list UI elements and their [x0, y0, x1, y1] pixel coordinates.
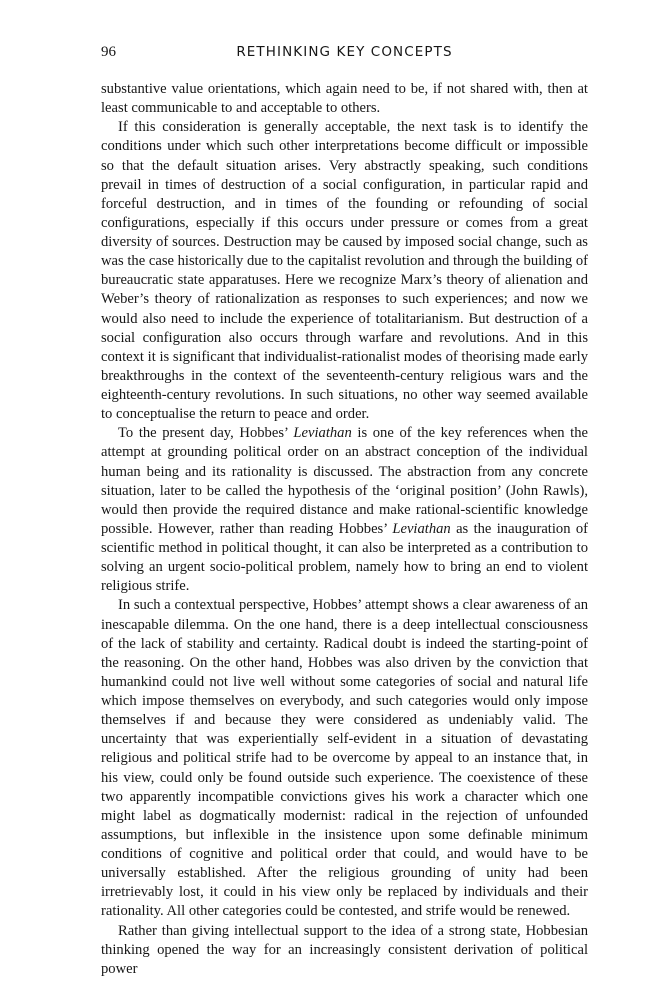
- text-segment: as the inauguration of scientific method in political thought, it can also be interpreted as a contribution to solving an urgent socio-political problem, namely how to bring an end to violent religious strife.: [101, 520, 588, 595]
- paragraph-continued: substantive value orientations, which again need to be, if not shared with, then at least communicable to and acceptable to others.: [101, 81, 588, 117]
- page-header: [101, 44, 588, 66]
- body-text: [101, 80, 588, 979]
- book-title-italic: Leviathan: [392, 520, 451, 537]
- paragraph-leviathan: [101, 424, 588, 596]
- paragraph: Rather than giving intellectual support to the idea of a strong state, Hobbesian thinking opened the way for an increasingly consistent derivation of political power: [101, 922, 588, 977]
- text-segment: To the present day, Hobbes’: [118, 425, 294, 442]
- book-title-italic: Leviathan: [293, 425, 352, 442]
- paragraph: In such a contextual perspective, Hobbes’ attempt shows a clear awareness of an inescapable dilemma. On the one hand, there is a deep intellectual consciousness of the lack of stability and certainty. Radical doubt is indeed the starting-point of the reasoning. On the other hand, Hobbes was also driven by the conviction that humankind could not live well without some categories of social and natural life which impose themselves on everybody, and such categories would only impose themselves if and because they were considered as undeniably valid. The uncertainty that was experientially self-evident in a situation of devastating religious and political strife had to be overcome by appeal to an instance that, in his view, could only be found outside such experience. The coexistence of these two apparently incompatible convictions gives his work a character which one might label as dogmatically modernist: radical in the rejection of unfounded assumptions, but inflexible in the insistence upon some definable minimum conditions of cognitive and political order that could, and would have to be universally established. After the religious grounding of unity had been irretrievably lost, it could in his view only be replaced by individuals and their rationality. All other categories could be contested, and strife would be renewed.: [101, 597, 588, 920]
- running-head: RETHINKING KEY CONCEPTS: [236, 44, 453, 60]
- paragraph: If this consideration is generally acceptable, the next task is to identify the conditions under which such other interpretations become difficult or impossible so that the default situation arises. Very abstractly speaking, such conditions prevail in times of destruction of a social configuration, in particular rapid and forceful destruction, and in times of the founding or refounding of social configurations, especially if this occurs under pressure or comes from a great diversity of sources. Destruction may be caused by imposed social change, such as was the case historically due to the capitalist revolution and through the building of bureaucratic state apparatuses. Here we recognize Marx’s theory of alienation and Weber’s theory of rationalization as responses to such experiences; and now we would also need to include the experience of totalitarianism. But destruction of a social configuration also occurs through warfare and revolutions. And in this context it is significant that individualist-rationalist modes of theorising made early breakthroughs in the context of the seventeenth-century religious wars and the eighteenth-century revolutions. In such situations, no other way seemed available to conceptualise the return to peace and order.: [101, 119, 588, 423]
- page-number: 96: [101, 44, 116, 60]
- text-segment: is one of the key references when the attempt at grounding political order on an abstract conception of the individual human being and its rationality is discussed. The abstraction from any concrete situation, later to be called the hypothesis of the ‘original position’ (John Rawls), would then provide the required distance and make rational-scientific knowledge possible. However, rather than reading Hobbes’: [101, 425, 588, 537]
